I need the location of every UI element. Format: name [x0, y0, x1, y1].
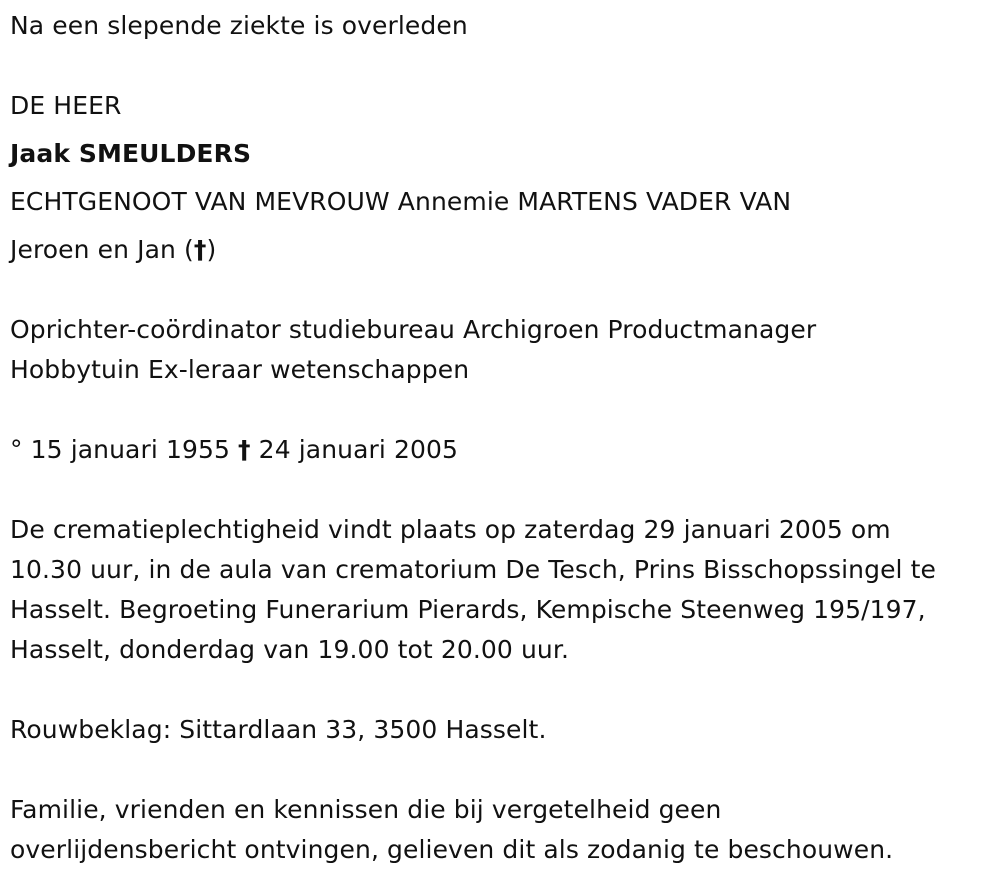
life-dates — [10, 430, 458, 470]
intro-text: Na een slepende ziekte is overleden — [10, 11, 468, 40]
condolence-address: Rouwbeklag: Sittardlaan 33, 3500 Hasselt. — [10, 715, 547, 744]
occupation-line-2: Hobbytuin Ex-leraar wetenschappen — [10, 355, 470, 384]
ceremony-line-3: Hasselt. Begroeting Funerarium Pierards, Kempische Steenweg 195/197, — [10, 595, 926, 624]
relation-line-1: ECHTGENOOT VAN MEVROUW Annemie MARTENS VADER VAN — [10, 187, 792, 216]
ceremony-line-1: De crematieplechtigheid vindt plaats op zaterdag 29 januari 2005 om — [10, 515, 891, 544]
cross-icon: † — [238, 435, 251, 464]
relation-children-text: Jeroen en Jan ( — [10, 235, 194, 264]
ceremony-line-2: 10.30 uur, in de aula van crematorium De Tesch, Prins Bisschopssingel te — [10, 555, 937, 584]
closing-line-2: overlijdensbericht ontvingen, gelieven dit als zodanig te beschouwen. — [10, 835, 894, 864]
birth-date: ° 15 januari 1955 — [10, 435, 239, 464]
relation-line-2 — [10, 230, 216, 270]
deceased-name: Jaak SMEULDERS — [10, 139, 252, 168]
salutation-text: DE HEER — [10, 91, 122, 120]
death-date: 24 januari 2005 — [250, 435, 459, 464]
occupation-line-1: Oprichter-coördinator studiebureau Archigroen Productmanager — [10, 315, 817, 344]
cross-icon: † — [193, 235, 207, 264]
ceremony-line-4: Hasselt, donderdag van 19.00 tot 20.00 uur. — [10, 635, 569, 664]
relation-close-paren: ) — [206, 235, 217, 264]
closing-line-1: Familie, vrienden en kennissen die bij vergetelheid geen — [10, 795, 722, 824]
